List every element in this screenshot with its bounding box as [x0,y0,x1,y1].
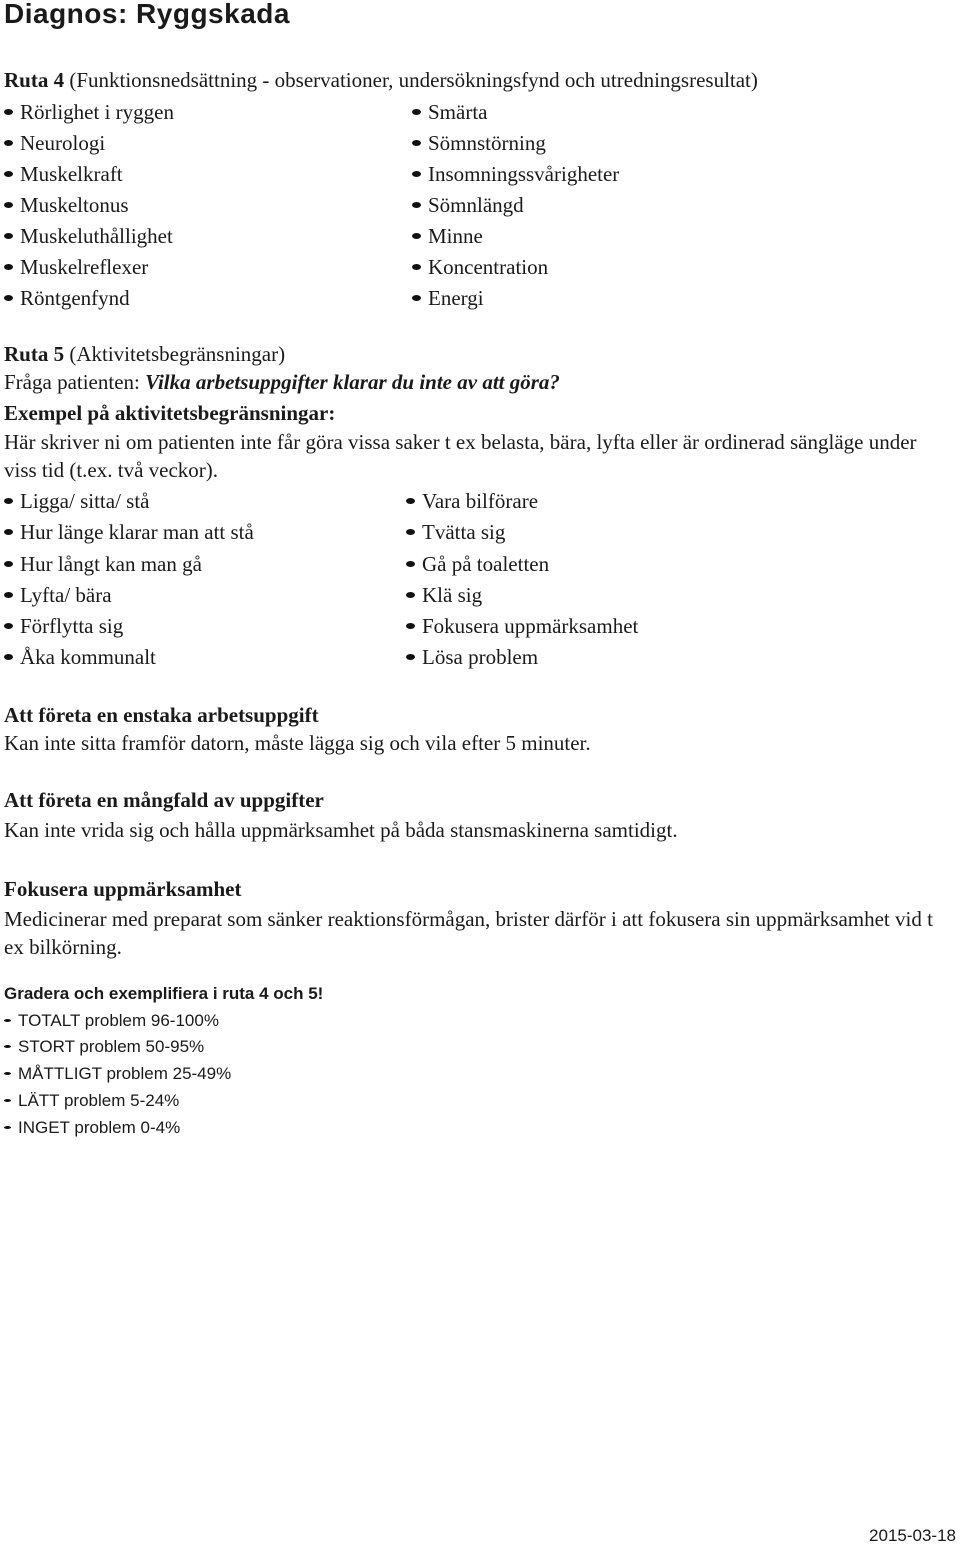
question-prefix: Fråga patienten: [4,370,140,394]
ruta4-description: (Funktionsnedsättning - observationer, undersökningsfynd och utredningsresultat) [69,68,758,92]
ruta5-item: Ligga/ sitta/ stå [4,489,149,514]
ruta4-item: Minne [412,224,483,249]
ruta5-heading [4,342,285,367]
section-heading: Fokusera uppmärksamhet [4,877,242,901]
document-date: 2015-03-18 [869,1526,956,1545]
ruta4-item: Sömnstörning [412,131,546,156]
ruta5-label: Ruta 5 [4,342,65,366]
bullet-icon [4,171,13,177]
bullet-icon [4,529,13,535]
ruta4-item: Sömnlängd [412,193,524,218]
bullet-icon [412,202,421,208]
bullet-icon [4,140,13,146]
ruta5-item: Hur långt kan man gå [4,552,202,577]
bullet-icon [406,623,415,629]
bullet-icon [412,109,421,115]
ruta5-question [4,370,560,395]
ruta5-item: Tvätta sig [406,520,505,545]
ruta5-item: Hur länge klarar man att stå [4,520,254,545]
grading-item: MÅTTLIGT problem 25-49% [4,1064,231,1084]
bullet-icon [412,264,421,270]
ruta5-item: Klä sig [406,583,482,608]
question-text: Vilka arbetsuppgifter klarar du inte av att göra? [145,370,560,394]
grading-heading: Gradera och exemplifiera i ruta 4 och 5! [4,984,324,1003]
bullet-icon [412,233,421,239]
grading-item: STORT problem 50-95% [4,1037,204,1057]
section-text: Kan inte vrida sig och hålla uppmärksamhet på båda stansmaskinerna samtidigt. [4,818,678,842]
bullet-icon [4,1126,11,1129]
section-text: Medicinerar med preparat som sänker reaktionsförmågan, brister därför i att fokusera sin uppmärksamhet vid t ex bilkörning. [4,907,933,959]
ruta4-heading [4,68,758,93]
bullet-icon [4,592,13,598]
bullet-icon [4,1072,11,1075]
examples-heading: Exempel på aktivitetsbegränsningar: [4,401,336,425]
section-heading: Att företa en mångfald av uppgifter [4,788,324,812]
bullet-icon [406,498,415,504]
ruta5-item: Fokusera uppmärksamhet [406,614,638,639]
bullet-icon [4,654,13,660]
bullet-icon [4,109,13,115]
grading-item: TOTALT problem 96-100% [4,1011,219,1031]
ruta5-item: Lyfta/ bära [4,583,112,608]
ruta4-item: Koncentration [412,255,548,280]
bullet-icon [412,140,421,146]
bullet-icon [4,202,13,208]
bullet-icon [412,295,421,301]
ruta4-item: Röntgenfynd [4,286,130,311]
ruta4-label: Ruta 4 [4,68,65,92]
ruta5-description: (Aktivitetsbegränsningar) [69,342,286,366]
grading-item: INGET problem 0-4% [4,1118,180,1138]
ruta4-item: Muskelreflexer [4,255,148,280]
examples-text: Här skriver ni om patienten inte får göra vissa saker t ex belasta, bära, lyfta eller är ordinerad sängläge under viss tid (t.ex. två veckor). [4,430,917,482]
ruta5-item: Åka kommunalt [4,645,156,670]
ruta4-item: Insomningssvårigheter [412,162,619,187]
bullet-icon [406,561,415,567]
page-title: Diagnos: Ryggskada [4,0,290,29]
ruta4-item: Smärta [412,100,487,125]
section-heading: Att företa en enstaka arbetsuppgift [4,703,319,727]
bullet-icon [4,1045,11,1048]
ruta5-item: Lösa problem [406,645,538,670]
ruta4-item: Muskeluthållighet [4,224,173,249]
bullet-icon [406,592,415,598]
grading-item: LÄTT problem 5-24% [4,1091,179,1111]
bullet-icon [4,295,13,301]
ruta4-item: Rörlighet i ryggen [4,100,174,125]
ruta5-item: Förflytta sig [4,614,123,639]
bullet-icon [4,623,13,629]
section-text: Kan inte sitta framför datorn, måste lägga sig och vila efter 5 minuter. [4,731,591,755]
ruta4-item: Muskelkraft [4,162,123,187]
ruta4-item: Muskeltonus [4,193,129,218]
bullet-icon [4,264,13,270]
bullet-icon [4,1099,11,1102]
bullet-icon [412,171,421,177]
bullet-icon [4,233,13,239]
ruta5-item: Vara bilförare [406,489,538,514]
bullet-icon [4,561,13,567]
ruta4-item: Energi [412,286,484,311]
ruta4-item: Neurologi [4,131,105,156]
bullet-icon [406,529,415,535]
ruta5-item: Gå på toaletten [406,552,549,577]
bullet-icon [4,498,13,504]
bullet-icon [4,1019,11,1022]
bullet-icon [406,654,415,660]
